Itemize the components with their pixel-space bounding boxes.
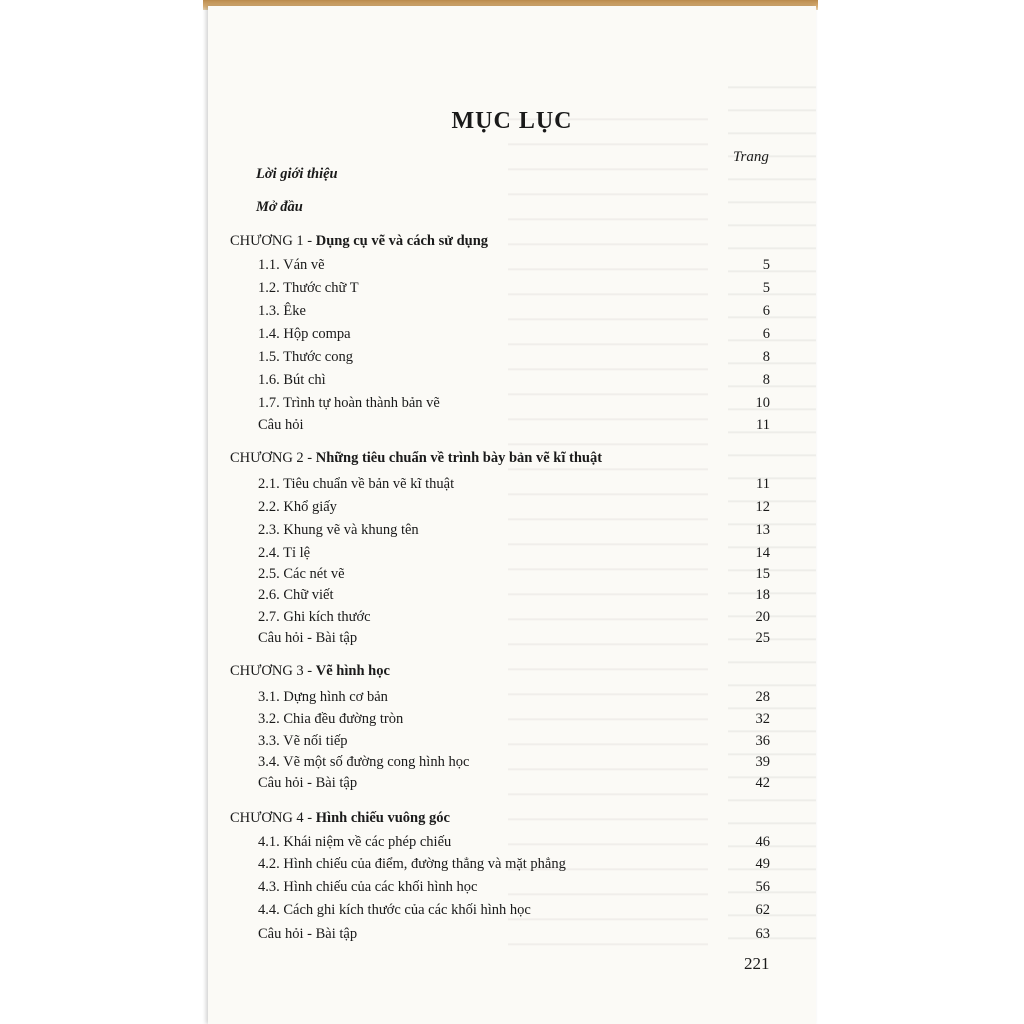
entry-label: Câu hỏi - Bài tập [258,926,358,942]
toc-entry [258,775,778,792]
toc-entry [258,522,778,539]
entry-page: 6 [762,326,770,342]
chapter-prefix: CHƯƠNG 4 - [230,810,316,826]
entry-label: 2.6. Chữ viết [258,587,334,603]
entry-label: Câu hỏi [258,417,304,433]
toc-entry [258,280,778,297]
toc-entry [258,372,778,389]
entry-label: 1.1. Ván vẽ [258,257,325,273]
entry-page: 18 [755,587,770,603]
entry-page: 11 [756,476,770,492]
entry-label: Câu hỏi - Bài tập [258,775,358,791]
toc-entry [258,609,778,626]
entry-page: 5 [762,257,770,273]
chapter-title: Hình chiếu vuông góc [315,810,450,826]
entry-page: 63 [755,926,770,942]
entry-label: 4.1. Khái niệm về các phép chiếu [258,834,452,850]
chapter-heading [230,233,488,250]
entry-label: 2.2. Khổ giấy [258,499,337,515]
toc-entry [258,902,778,919]
entry-label: 3.3. Vẽ nối tiếp [258,733,348,749]
entry-label: 1.7. Trình tự hoàn thành bản vẽ [258,395,440,411]
front-matter-opening: Mở đầu [256,199,303,215]
entry-label: 3.4. Vẽ một số đường cong hình học [258,754,470,770]
entry-page: 15 [755,566,770,582]
toc-entry [258,733,778,750]
entry-label: 4.4. Cách ghi kích thước của các khối hình học [258,902,531,918]
toc-entry [258,349,778,366]
entry-page: 56 [755,879,770,895]
entry-label: 3.1. Dựng hình cơ bản [258,689,388,705]
chapter-heading [230,450,602,467]
entry-label: 3.2. Chia đều đường tròn [258,711,404,727]
entry-page: 11 [756,417,770,433]
page-number: 221 [744,954,770,973]
entry-label: 2.1. Tiêu chuẩn về bản vẽ kĩ thuật [258,476,455,492]
entry-page: 25 [755,630,770,646]
chapter-title: Những tiêu chuẩn về trình bày bản vẽ kĩ thuật [315,450,603,466]
entry-page: 42 [755,775,770,791]
entry-label: 4.2. Hình chiếu của điểm, đường thẳng và mặt phẳng [258,856,566,872]
toc-entry [258,834,778,851]
toc-entry [258,754,778,771]
toc-entry [258,566,778,583]
entry-label: 1.5. Thước cong [258,349,353,365]
entry-page: 32 [755,711,770,727]
entry-page: 62 [755,902,770,918]
entry-page: 12 [755,499,770,515]
toc-heading: MỤC LỤC [451,108,573,134]
toc-entry [258,856,778,873]
entry-page: 46 [755,834,770,850]
entry-page: 10 [755,395,770,411]
entry-page: 8 [762,372,770,388]
toc-entry [258,499,778,516]
entry-label: 4.3. Hình chiếu của các khối hình học [258,879,478,895]
toc-entry [258,587,778,604]
page-column-label: Trang [733,149,769,165]
toc-entry [258,417,778,434]
toc-entry [258,257,778,274]
toc-entry [258,326,778,343]
toc-entry [258,303,778,320]
chapter-title: Vẽ hình học [315,663,390,679]
entry-page: 36 [755,733,770,749]
entry-label: 1.6. Bút chì [258,372,326,388]
entry-label: 2.3. Khung vẽ và khung tên [258,522,419,538]
chapter-prefix: CHƯƠNG 1 - [230,233,316,249]
entry-page: 13 [755,522,770,538]
toc-entry [258,395,778,412]
toc-entry [258,879,778,896]
toc-entry [258,476,778,493]
toc-entry [258,926,778,943]
entry-page: 39 [755,754,770,770]
entry-label: 2.4. Tỉ lệ [258,545,311,561]
entry-page: 8 [762,349,770,365]
entry-page: 5 [762,280,770,296]
entry-label: 2.7. Ghi kích thước [258,609,371,625]
entry-label: 1.3. Êke [258,303,306,319]
entry-label: 1.4. Hộp compa [258,326,351,342]
toc-entry [258,630,778,647]
toc-entry [258,689,778,706]
entry-page: 6 [762,303,770,319]
entry-page: 28 [755,689,770,705]
chapter-prefix: CHƯƠNG 3 - [230,663,316,679]
chapter-title: Dụng cụ vẽ và cách sử dụng [315,233,489,249]
entry-page: 20 [755,609,770,625]
toc-page [208,6,816,1024]
chapter-prefix: CHƯƠNG 2 - [230,450,316,466]
entry-label: Câu hỏi - Bài tập [258,630,358,646]
entry-label: 2.5. Các nét vẽ [258,566,345,582]
chapter-heading [230,663,390,680]
entry-page: 14 [755,545,770,561]
front-matter-introduction: Lời giới thiệu [256,166,338,182]
chapter-heading [230,810,450,827]
toc-entry [258,545,778,562]
entry-label: 1.2. Thước chữ T [258,280,359,296]
toc-entry [258,711,778,728]
entry-page: 49 [755,856,770,872]
